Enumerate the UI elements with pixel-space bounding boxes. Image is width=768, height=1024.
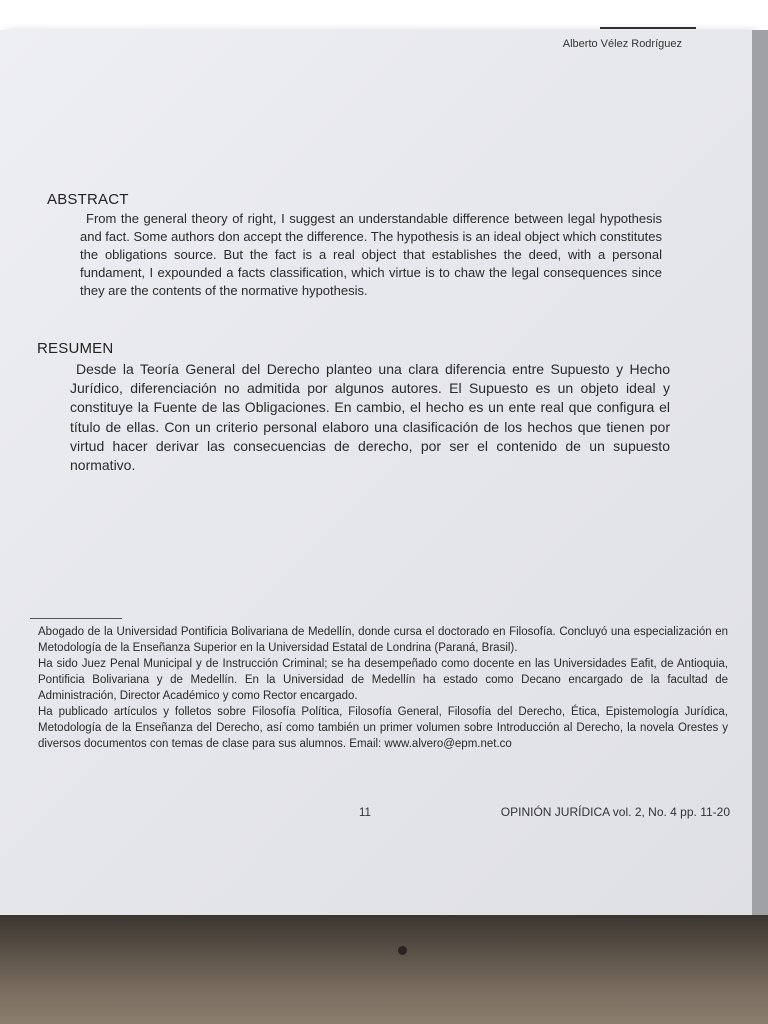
abstract-heading: ABSTRACT (47, 191, 129, 208)
page-edge (752, 30, 768, 918)
abstract-text: From the general theory of right, I suggest an understandable difference between legal hypothesis and fact. Some authors don accept the difference. The hypothesis is an ideal object which constitutes the obligations source. But the fact is a real object that establishes the deed, with a personal fundament, I expounded a facts classification, which virtue is to chaw the legal consequences since they are the contents of the normative hypothesis. (80, 211, 662, 298)
resumen-text: Desde la Teoría General del Derecho planteo una clara diferencia entre Supuesto y Hecho Jurídico, diferenciación no admitida por algunos autores. El Supuesto es un objeto ideal y constituye la Fuente de las Obligaciones. En cambio, el hecho es un ente real que configura el título de ellas. Con un criterio personal elaboro una clasificación de los hechos que tienen por virtud hacer derivar las consecuencias de derecho, por ser el contenido de un supuesto normativo. (70, 361, 670, 474)
background-top (0, 0, 768, 30)
desk-surface (0, 915, 768, 1024)
page-number: 11 (359, 807, 371, 819)
top-rule (600, 27, 696, 29)
document-page (0, 30, 752, 918)
footnote-rule (30, 618, 122, 619)
running-header-author: Alberto Vélez Rodríguez (562, 38, 682, 50)
footnote-paragraph: Ha publicado artículos y folletos sobre Filosofía Política, Filosofía General, Filosofía del Derecho, Ética, Epistemología Jurídica, Metodología de la Enseñanza del Derecho, así como también un primer volumen sobre Introducción al Derecho, la novela Orestes y diversos documentos con temas de clase para sus alumnos. Email: www.alvero@epm.net.co (38, 706, 728, 750)
resumen-heading: RESUMEN (37, 340, 114, 357)
journal-citation: OPINIÓN JURÍDICA vol. 2, No. 4 pp. 11-20 (500, 805, 730, 819)
footnote-paragraph: Abogado de la Universidad Pontificia Bolivariana de Medellín, donde cursa el doctorado en Filosofía. Concluyó una especialización en Metodología de la Enseñanza Superior en la Universidad Estatal de Londrina (Paraná, Brasil). (38, 626, 728, 654)
desk-screw (398, 946, 407, 955)
footnote-paragraph: Ha sido Juez Penal Municipal y de Instrucción Criminal; se ha desempeñado como docente en las Universidades Eafit, de Antioquia, Pontificia Bolivariana y de Medellín. En la Universidad de Medellín ha estado como Decano encargado de la facultad de Administración, Director Académico y como Rector encargado. (38, 658, 728, 702)
footnote (38, 624, 728, 752)
